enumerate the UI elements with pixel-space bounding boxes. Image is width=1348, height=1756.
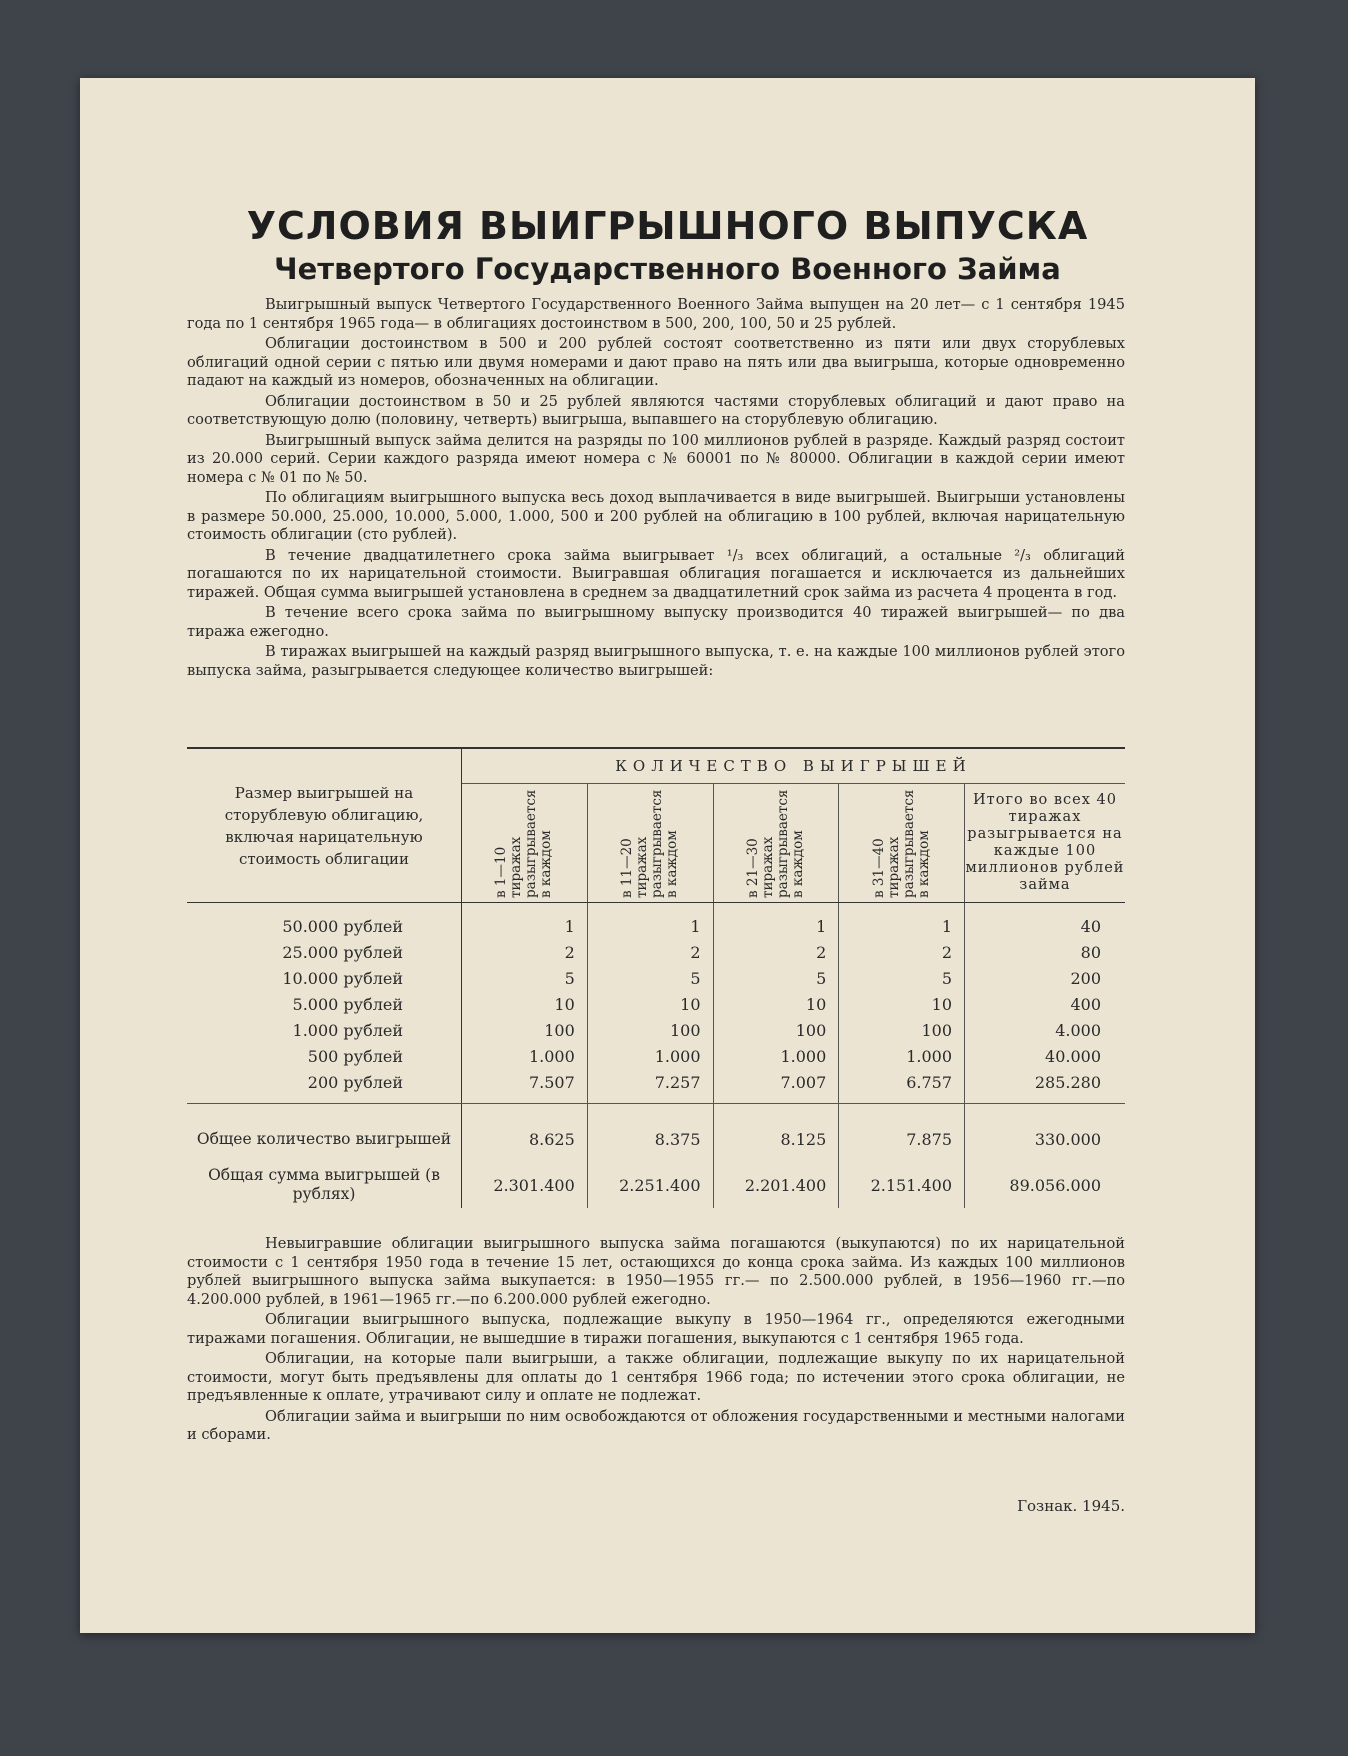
sum-cell: 2.301.400	[462, 1162, 588, 1208]
prize-size-cell: 50.000 рублей	[187, 903, 462, 940]
table-row	[187, 1043, 1125, 1069]
prize-size-cell: 1.000 рублей	[187, 1017, 462, 1043]
total-cell: 285.280	[965, 1069, 1126, 1104]
paragraph: Облигации достоинством в 50 и 25 рублей являются частями сторублевых облигаций и дают право на соответствующую долю (половину, четверть) выигрыша, выпавшего на сторублевую облигацию.	[187, 392, 1125, 428]
count-cell: 10	[839, 991, 965, 1017]
total-sum-row	[187, 1162, 1125, 1208]
total-cell: 89.056.000	[1009, 1175, 1101, 1195]
count-cell: 6.757	[839, 1069, 965, 1104]
count-cell: 7.507	[462, 1069, 588, 1104]
count-cell: 1	[713, 903, 839, 940]
count-cell: 2	[713, 939, 839, 965]
sum-cell: 2.201.400	[713, 1162, 839, 1208]
paragraph: Облигации, на которые пали выигрыши, а также облигации, подлежащие выкупу по их нарицательной стоимости, могут быть предъявлены для оплаты до 1 сентября 1966 года; по истечении этого срока облигации, не предъявленные к оплате, утрачивают силу и оплате не подлежат.	[187, 1350, 1125, 1404]
prize-size-cell: 5.000 рублей	[187, 991, 462, 1017]
count-cell: 8.625	[462, 1116, 588, 1162]
count-cell: 1	[462, 903, 588, 940]
prize-size-cell: 200 рублей	[187, 1069, 462, 1104]
count-cell: 2	[587, 939, 713, 965]
total-cell: 400	[1070, 994, 1101, 1014]
count-cell: 1	[839, 903, 965, 940]
count-cell: 8.375	[587, 1116, 713, 1162]
total-cell: 330.000	[1034, 1129, 1101, 1149]
draw-range-header: в 21—30 тиражах разыгрывается в каждом	[713, 784, 839, 903]
document-page	[80, 78, 1255, 1633]
winnings-count-header: КОЛИЧЕСТВО ВЫИГРЫШЕЙ	[462, 748, 1126, 784]
count-cell: 1.000	[713, 1043, 839, 1069]
count-cell: 7.875	[839, 1116, 965, 1162]
draw-range-header: в 11—20 тиражах разыгрывается в каждом	[587, 784, 713, 903]
total-cell: 40	[1080, 916, 1101, 936]
table-row	[187, 1017, 1125, 1043]
paragraph: Невыигравшие облигации выигрышного выпуска займа погашаются (выкупаются) по их нарицательной стоимости с 1 сентября 1950 года в течение 15 лет, остающихся до конца срока займа. Из каждых 100 миллионов рублей выигрышного выпуска займа выкупается: в 1950—1955 гг.— по 2.500.000 рублей, в 1956—1960 гг.—по 4.200.000 рублей, в 1961—1965 гг.—по 6.200.000 рублей ежегодно.	[187, 1235, 1125, 1308]
printer-imprint: Гознак. 1945.	[1017, 1497, 1125, 1515]
count-cell: 1	[587, 903, 713, 940]
outro-text	[187, 1235, 1125, 1447]
paragraph: Облигации достоинством в 500 и 200 рублей состоят соответственно из пяти или двух сторублевых облигаций одной серии с пятью или двумя номерами и дают право на пять или два выигрыша, которые одновременно падают на каждый из номеров, обозначенных на облигации.	[187, 335, 1125, 389]
prize-size-cell: 25.000 рублей	[187, 939, 462, 965]
sum-cell: 2.151.400	[839, 1162, 965, 1208]
total-cell: 40.000	[1045, 1046, 1101, 1066]
count-cell: 10	[713, 991, 839, 1017]
paragraph: Выигрышный выпуск Четвертого Государственного Военного Займа выпущен на 20 лет— с 1 сентября 1945 года по 1 сентября 1965 года— в облигациях достоинством в 500, 200, 100, 50 и 25 рублей.	[187, 296, 1125, 332]
total-count-label: Общее количество выигрышей	[187, 1116, 462, 1162]
paragraph: Облигации займа и выигрыши по ним освобождаются от обложения государственными и местными налогами и сборами.	[187, 1407, 1125, 1443]
count-cell: 5	[462, 965, 588, 991]
total-cell: 4.000	[1055, 1020, 1101, 1040]
count-cell: 10	[462, 991, 588, 1017]
count-cell: 1.000	[839, 1043, 965, 1069]
table-row	[187, 965, 1125, 991]
sum-cell: 2.251.400	[587, 1162, 713, 1208]
prize-size-header: Размер выигрышей на сторублевую облигацию, включая нарицательную стоимость облигации	[187, 748, 462, 903]
total-sum-label: Общая сумма выигрышей (в рублях)	[187, 1162, 462, 1208]
count-cell: 100	[839, 1017, 965, 1043]
count-cell: 100	[462, 1017, 588, 1043]
count-cell: 8.125	[713, 1116, 839, 1162]
draw-range-header: в 1—10 тиражах разыгрывается в каждом	[462, 784, 588, 903]
total-count-row	[187, 1116, 1125, 1162]
paragraph: В течение всего срока займа по выигрышному выпуску производится 40 тиражей выигрышей— по два тиража ежегодно.	[187, 604, 1125, 640]
count-cell: 2	[839, 939, 965, 965]
count-cell: 1.000	[462, 1043, 588, 1069]
count-cell: 100	[587, 1017, 713, 1043]
count-cell: 100	[713, 1017, 839, 1043]
table-row	[187, 903, 1125, 940]
count-cell: 7.007	[713, 1069, 839, 1104]
intro-text	[187, 296, 1125, 682]
prize-size-cell: 500 рублей	[187, 1043, 462, 1069]
prize-size-cell: 10.000 рублей	[187, 965, 462, 991]
winnings-table	[187, 747, 1125, 1208]
paragraph: Облигации выигрышного выпуска, подлежащие выкупу в 1950—1964 гг., определяются ежегодными тиражами погашения. Облигации, не вышедшие в тиражи погашения, выкупаются с 1 сентября 1965 года.	[187, 1311, 1125, 1347]
count-cell: 5	[713, 965, 839, 991]
total-header: Итого во всех 40 тиражах разыгрывается на каждые 100 миллионов рублей займа	[965, 784, 1126, 903]
count-cell: 5	[587, 965, 713, 991]
total-cell: 80	[1080, 942, 1101, 962]
table-row	[187, 939, 1125, 965]
document-subtitle: Четвертого Государственного Военного Займа	[274, 252, 1061, 286]
count-cell: 2	[462, 939, 588, 965]
paragraph: В тиражах выигрышей на каждый разряд выигрышного выпуска, т. е. на каждые 100 миллионов рублей этого выпуска займа, разыгрывается следующее количество выигрышей:	[187, 643, 1125, 679]
table-row	[187, 991, 1125, 1017]
draw-range-header: в 31—40 тиражах разыгрывается в каждом	[839, 784, 965, 903]
total-cell: 200	[1070, 968, 1101, 988]
table-spacer-row	[187, 1104, 1125, 1117]
table-row	[187, 1069, 1125, 1104]
paragraph: По облигациям выигрышного выпуска весь доход выплачивается в виде выигрышей. Выигрыши установлены в размере 50.000, 25.000, 10.000, 5.000, 1.000, 500 и 200 рублей на облигацию в 100 рублей, включая нарицательную стоимость облигации (сто рублей).	[187, 489, 1125, 543]
paragraph: Выигрышный выпуск займа делится на разряды по 100 миллионов рублей в разряде. Каждый разряд состоит из 20.000 серий. Серии каждого разряда имеют номера с № 60001 по № 80000. Облигации в каждой серии имеют номера с № 01 по № 50.	[187, 431, 1125, 486]
count-cell: 7.257	[587, 1069, 713, 1104]
count-cell: 5	[839, 965, 965, 991]
paragraph: В течение двадцатилетнего срока займа выигрывает ¹/₃ всех облигаций, а остальные ²/₃ облигаций погашаются по их нарицательной стоимости. Выигравшая облигация погашается и исключается из дальнейших тиражей. Общая сумма выигрышей установлена в среднем за двадцатилетний срок займа из расчета 4 процента в год.	[187, 546, 1125, 601]
document-title: УСЛОВИЯ ВЫИГРЫШНОГО ВЫПУСКА	[246, 204, 1089, 248]
count-cell: 10	[587, 991, 713, 1017]
count-cell: 1.000	[587, 1043, 713, 1069]
